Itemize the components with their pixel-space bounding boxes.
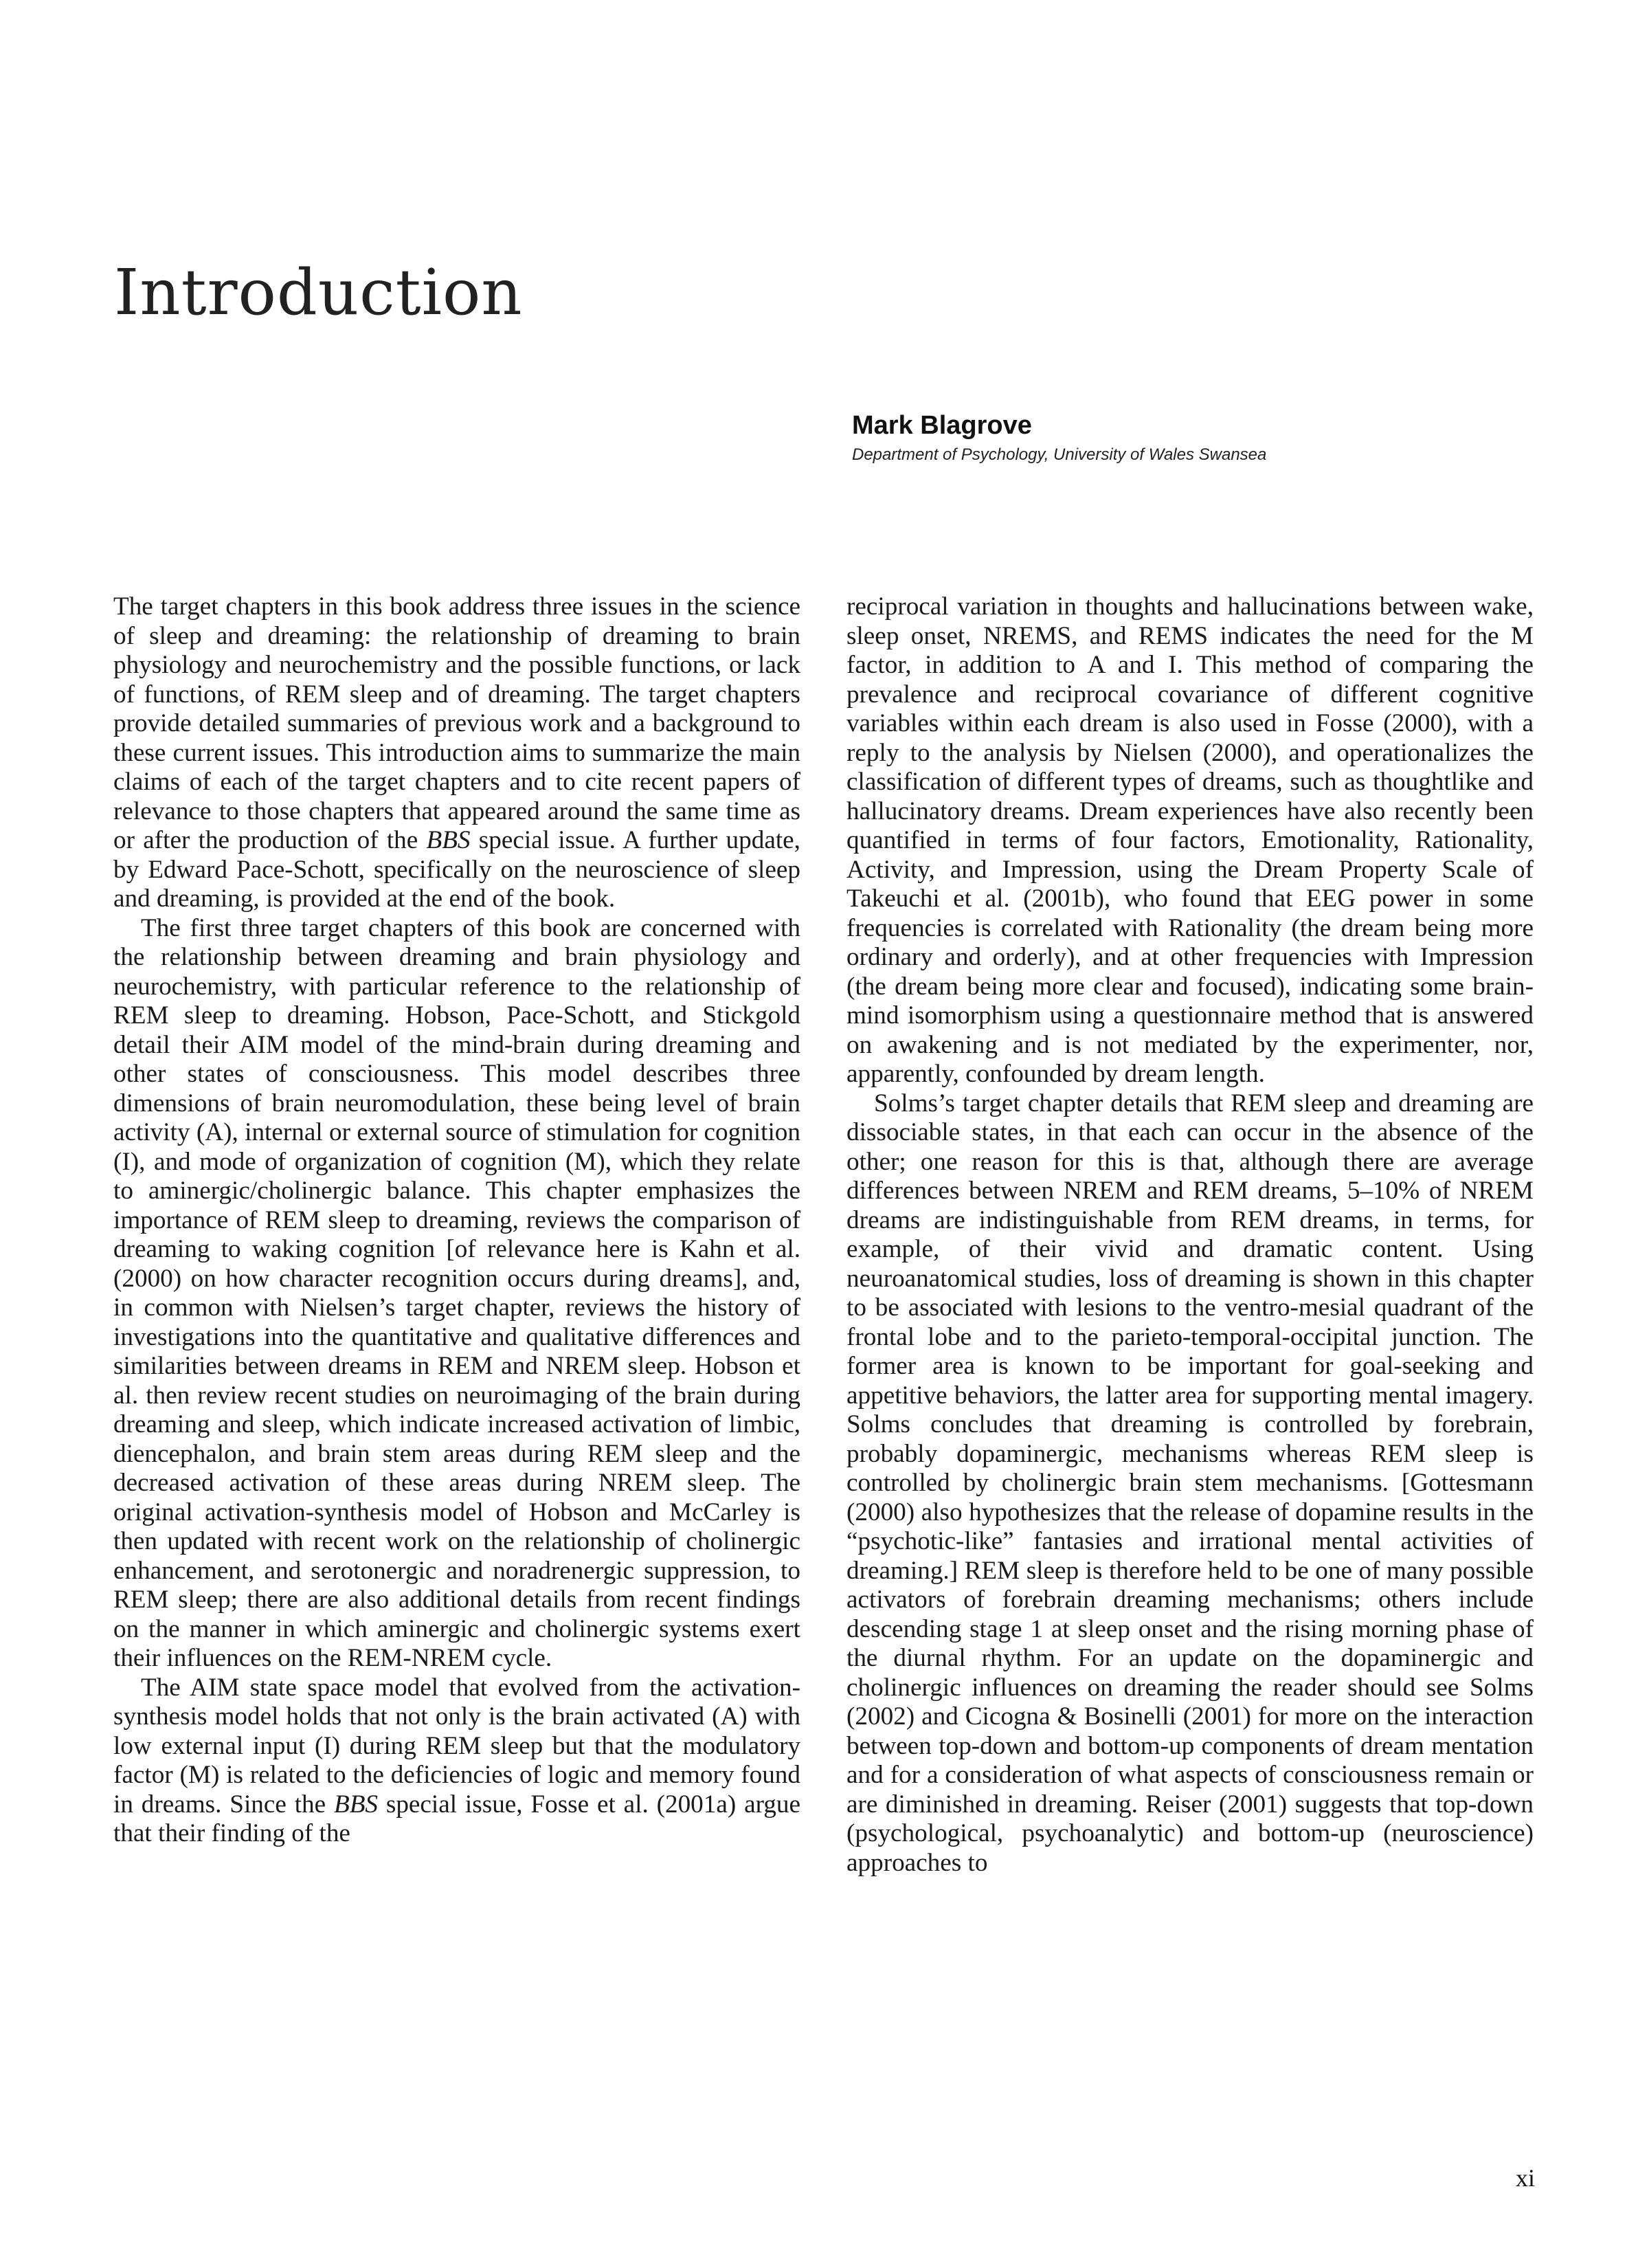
paragraph-3-tail: special issue, Fosse et al. (2001a) argue that their finding of the [113,1790,800,1847]
page-title: Introduction [114,256,523,329]
author-name: Mark Blagrove [852,411,1032,440]
left-column [113,592,800,1849]
bbs-italic: BBS [426,826,471,854]
paragraph-3-text: The AIM state space model that evolved from the activation-synthesis model holds that not only is the brain activated (A) with low external input (I) during REM sleep but that the modulatory factor (M) is related to the deficiencies of logic and memory found in dreams. Since the [113,1673,800,1819]
paragraph-1-text: The target chapters in this book address three issues in the science of sleep and dreaming: the relationship of dreaming to brain physiology and neurochemistry and the possible functions, or lack of functions, of REM sleep and of dreaming. The target chapters provide detailed summaries of previous work and a background to these current issues. This introduction aims to summarize the main claims of each of the target chapters and to cite recent papers of relevance to those chapters that appeared around the same time as or after the production of the [113,592,800,854]
paragraph-3 [113,1674,800,1849]
paragraph-5: Solms’s target chapter details that REM sleep and dreaming are dissociable states, in that each can occur in the absence of the other; one reason for this is that, although there are average differences between NREM and REM dreams, 5–10% of NREM dreams are indistinguishable from REM dreams, in terms, for example, of their vivid and dramatic content. Using neuroanatomical studies, loss of dreaming is shown in this chapter to be associated with lesions to the ventro-mesial quadrant of the frontal lobe and to the parieto-temporal-occipital junction. The former area is known to be important for goal-seeking and appetitive behaviors, the latter area for supporting mental imagery. Solms concludes that dreaming is controlled by forebrain, probably dopaminergic, mechanisms whereas REM sleep is controlled by cholinergic brain stem mechanisms. [Gottesmann (2000) also hypothesizes that the release of dopamine results in the “psychotic-like” fantasies and irrational mental activities of dreaming.] REM sleep is therefore held to be one of many possible activators of forebrain dreaming mechanisms; others include descending stage 1 at sleep onset and the rising morning phase of the diurnal rhythm. For an update on the dopaminergic and cholinergic influences on dreaming the reader should see Solms (2002) and Cicogna & Bosinelli (2001) for more on the interaction between top-down and bottom-up components of dream mentation and for a consideration of what aspects of consciousness remain or are diminished in dreaming. Reiser (2001) suggests that top-down (psychological, psychoanalytic) and bottom-up (neuroscience) approaches to [846,1089,1534,1877]
author-affiliation: Department of Psychology, University of Wales Swansea [852,445,1267,464]
paragraph-2: The first three target chapters of this book are concerned with the relationship between dreaming and brain physiology and neurochemistry, with particular reference to the relationship of REM sleep to dreaming. Hobson, Pace-Schott, and Stickgold detail their AIM model of the mind-brain during dreaming and other states of consciousness. This model describes three dimensions of brain neuromodulation, these being level of brain activity (A), internal or external source of stimulation for cognition (I), and mode of organization of cognition (M), which they relate to aminergic/cholinergic balance. This chapter emphasizes the importance of REM sleep to dreaming, reviews the comparison of dreaming to waking cognition [of relevance here is Kahn et al. (2000) on how character recognition occurs during dreams], and, in common with Nielsen’s target chapter, reviews the history of investigations into the quantitative and qualitative differences and similarities between dreams in REM and NREM sleep. Hobson et al. then review recent studies on neuroimaging of the brain during dreaming and sleep, which indicate increased activation of limbic, diencephalon, and brain stem areas during REM sleep and the decreased activation of these areas during NREM sleep. The original activation-synthesis model of Hobson and McCarley is then updated with recent work on the relationship of cholinergic enhancement, and serotonergic and noradrenergic suppression, to REM sleep; there are also additional details from recent findings on the manner in which aminergic and cholinergic systems exert their influences on the REM-NREM cycle. [113,913,800,1672]
page-number: xi [1515,2164,1535,2192]
bbs-italic: BBS [333,1790,379,1819]
paragraph-1 [113,592,800,914]
right-column [846,592,1534,1878]
paragraph-1-tail: special issue. A further update, by Edward Pace-Schott, specifically on the neuroscience of sleep and dreaming, is provided at the end of the book. [113,826,800,913]
paragraph-4: reciprocal variation in thoughts and hallucinations between wake, sleep onset, NREMS, and REMS indicates the need for the M factor, in addition to A and I. This method of comparing the prevalence and reciprocal covariance of different cognitive variables within each dream is also used in Fosse (2000), with a reply to the analysis by Nielsen (2000), and operationalizes the classification of different types of dreams, such as thoughtlike and hallucinatory dreams. Dream experiences have also recently been quantified in terms of four factors, Emotionality, Rationality, Activity, and Impression, using the Dream Property Scale of Takeuchi et al. (2001b), who found that EEG power in some frequencies is correlated with Rationality (the dream being more ordinary and orderly), and at other frequencies with Impression (the dream being more clear and focused), indicating some brain-mind isomorphism using a questionnaire method that is answered on awakening and is not mediated by the experimenter, nor, apparently, confounded by dream length. [846,592,1534,1088]
